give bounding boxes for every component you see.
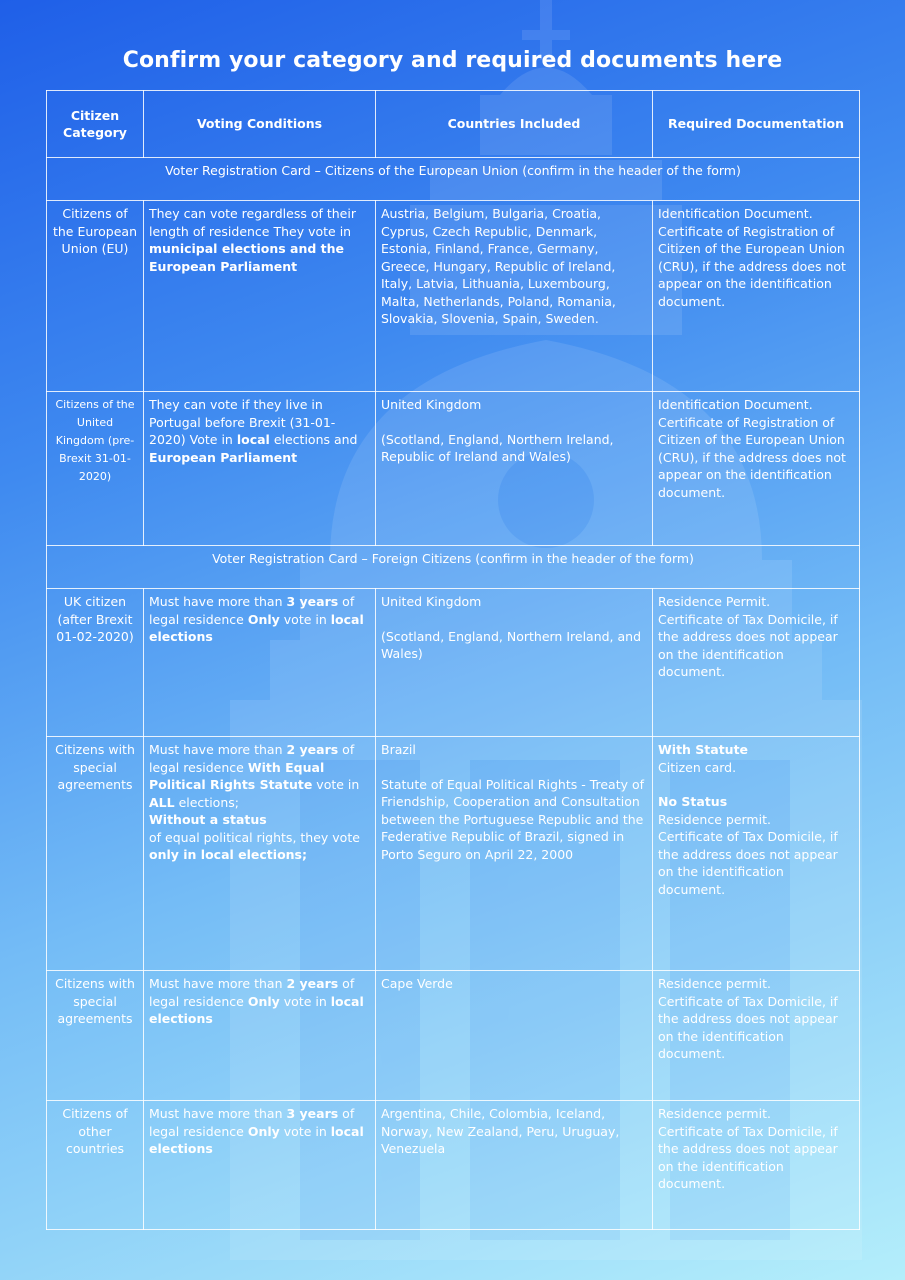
conditions-other-countries: [144, 1101, 376, 1230]
page-title: Confirm your category and required documents here: [122, 48, 783, 73]
docs-uk-pre-brexit: [653, 392, 860, 546]
countries-uk-post-brexit: [376, 589, 653, 737]
conditions-emphasis: only in local elections;: [149, 847, 307, 862]
conditions-text: They can vote regardless of their length of residence They vote in: [149, 206, 356, 239]
conditions-eu: [144, 201, 376, 392]
docs-heading: No Status: [658, 794, 728, 809]
conditions-text: of legal residence: [149, 976, 355, 1009]
country-regions: (Scotland, England, Northern Ireland, Republic of Ireland and Wales): [381, 431, 614, 464]
table-row-brazil: [47, 737, 860, 971]
docs-uk-post-brexit: [653, 589, 860, 737]
category-other-countries: Citizens of other countries: [47, 1101, 144, 1230]
section-row-eu: [47, 158, 860, 201]
country-name: United Kingdom: [381, 594, 482, 609]
docs-other-countries: [653, 1101, 860, 1230]
countries-uk-pre-brexit: [376, 392, 653, 546]
docs-line: Residence permit.: [658, 976, 771, 991]
country-name: United Kingdom: [381, 397, 482, 412]
treaty-text: Statute of Equal Political Rights - Treaty of Friendship, Cooperation and Consultation between the Portuguese Republic and the Federative Republic of Brazil, signed in Porto Seguro on April 22, 2000: [381, 776, 645, 862]
header-citizen-category: Citizen Category: [47, 91, 144, 158]
conditions-uk-pre-brexit: [144, 392, 376, 546]
conditions-text: elections and: [269, 432, 358, 447]
conditions-uk-post-brexit: [144, 589, 376, 737]
category-uk-post-brexit: UK citizen (after Brexit 01-02-2020): [47, 589, 144, 737]
category-eu: Citizens of the European Union (EU): [47, 201, 144, 392]
table-row-eu: [47, 201, 860, 392]
conditions-emphasis: 3 years: [286, 594, 339, 609]
conditions-text: vote in: [312, 777, 360, 792]
conditions-emphasis: 2 years: [286, 742, 339, 757]
conditions-emphasis: local elections: [149, 611, 364, 644]
conditions-text: Must have more than: [149, 594, 287, 609]
table-row-cape-verde: [47, 971, 860, 1101]
conditions-emphasis: 3 years: [286, 1106, 339, 1121]
conditions-emphasis: 2 years: [286, 976, 339, 991]
conditions-emphasis: local elections: [149, 993, 364, 1026]
conditions-text: vote in: [279, 993, 331, 1009]
docs-line: Residence Permit.: [658, 594, 771, 609]
docs-eu: [653, 201, 860, 392]
docs-line: Certificate of Tax Domicile, if the address does not appear on the identification document.: [658, 993, 838, 1061]
conditions-text: of legal residence: [149, 594, 355, 627]
conditions-text: of equal political rights, they vote: [149, 829, 360, 845]
section-row-foreign: [47, 546, 860, 589]
conditions-emphasis: Only: [247, 1123, 280, 1139]
conditions-emphasis: Only: [247, 611, 280, 627]
conditions-emphasis: ALL: [149, 794, 175, 810]
table-row-other-countries: [47, 1101, 860, 1230]
docs-brazil: [653, 737, 860, 971]
countries-other-countries: Argentina, Chile, Colombia, Iceland, Norway, New Zealand, Peru, Uruguay, Venezuela: [376, 1101, 653, 1230]
conditions-text: vote in: [279, 1123, 331, 1139]
conditions-text: Must have more than: [149, 1106, 287, 1121]
conditions-emphasis: Only: [247, 993, 280, 1009]
documents-table: [46, 90, 860, 1230]
docs-line: Residence permit.: [658, 1106, 771, 1121]
category-uk-pre-brexit: Citizens of the United Kingdom (pre-Brexit 31-01-2020): [47, 392, 144, 546]
section-title-eu: Voter Registration Card – Citizens of the European Union (confirm in the header of the form): [47, 158, 860, 201]
conditions-text: of legal residence: [149, 742, 355, 775]
conditions-brazil: [144, 737, 376, 971]
docs-line: Certificate of Tax Domicile, if the address does not appear on the identification document.: [658, 829, 838, 897]
docs-cape-verde: [653, 971, 860, 1101]
country-regions: (Scotland, England, Northern Ireland, and Wales): [381, 628, 642, 661]
conditions-emphasis: With Equal Political Rights Statute: [149, 759, 325, 792]
conditions-text: Must have more than: [149, 976, 287, 991]
table-header-row: [47, 91, 860, 158]
countries-cape-verde: Cape Verde: [376, 971, 653, 1101]
conditions-emphasis: municipal elections and the European Parliament: [149, 241, 344, 274]
docs-line: Certificate of Tax Domicile, if the address does not appear on the identification document.: [658, 1123, 838, 1191]
category-cape-verde: Citizens with special agreements: [47, 971, 144, 1101]
conditions-text: elections;: [174, 794, 239, 810]
header-required-documentation: Required Documentation: [653, 91, 860, 158]
conditions-text: They can vote if they live in Portugal before Brexit (31-01-2020) Vote in: [149, 397, 336, 447]
conditions-cape-verde: [144, 971, 376, 1101]
table-row-uk-post-brexit: [47, 589, 860, 737]
country-name: Brazil: [381, 742, 416, 757]
docs-line: Identification Document.: [658, 397, 813, 412]
docs-heading: With Statute: [658, 742, 749, 757]
docs-line: Certificate of Registration of Citizen of the European Union (CRU), if the address does not appear on the identification document.: [658, 414, 846, 500]
table-row-uk-pre-brexit: [47, 392, 860, 546]
docs-line: Residence permit.: [658, 811, 771, 827]
conditions-emphasis: Without a status: [149, 812, 267, 827]
conditions-emphasis: local elections: [149, 1123, 364, 1156]
header-countries-included: Countries Included: [376, 91, 653, 158]
docs-line: Citizen card.: [658, 759, 737, 775]
conditions-text: vote in: [279, 611, 331, 627]
docs-line: Certificate of Tax Domicile, if the address does not appear on the identification document.: [658, 611, 838, 679]
docs-line: Certificate of Registration of Citizen of the European Union (CRU), if the address does not appear on the identification document.: [658, 223, 846, 309]
countries-eu: Austria, Belgium, Bulgaria, Croatia, Cyprus, Czech Republic, Denmark, Estonia, Finland, France, Germany, Greece, Hungary, Republic of Ireland, Italy, Latvia, Lithuania, Luxembourg, Malta, Netherlands, Poland, Romania, Slovakia, Slovenia, Spain, Sweden.: [376, 201, 653, 392]
conditions-emphasis: local: [236, 432, 270, 447]
conditions-emphasis: European Parliament: [149, 449, 298, 465]
header-voting-conditions: Voting Conditions: [144, 91, 376, 158]
conditions-text: Must have more than: [149, 742, 287, 757]
category-brazil: Citizens with special agreements: [47, 737, 144, 971]
docs-line: Identification Document.: [658, 206, 813, 221]
countries-brazil: [376, 737, 653, 971]
conditions-text: of legal residence: [149, 1106, 355, 1139]
section-title-foreign: Voter Registration Card – Foreign Citizens (confirm in the header of the form): [47, 546, 860, 589]
